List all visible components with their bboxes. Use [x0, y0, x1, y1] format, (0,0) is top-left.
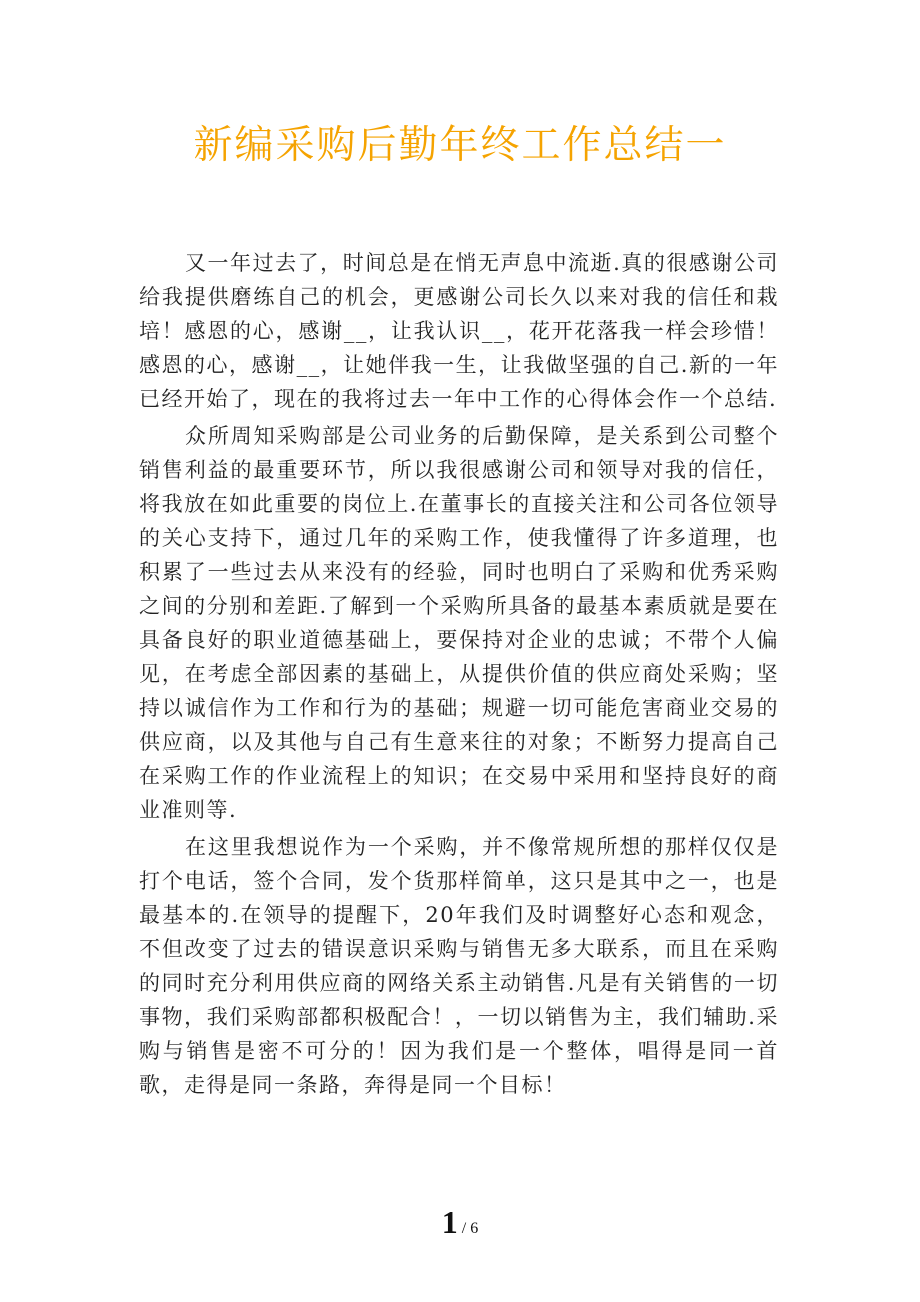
- document-body: [139, 246, 779, 1105]
- page-footer: [0, 1204, 920, 1241]
- page-total: 6: [470, 1220, 479, 1237]
- document-title: 新编采购后勤年终工作总结一: [193, 123, 727, 168]
- page-separator: /: [461, 1220, 467, 1237]
- page-number: 1: [441, 1204, 458, 1240]
- paragraph-3: 在这里我想说作为一个采购，并不像常规所想的那样仅仅是打个电话，签个合同，发个货那样简单，这只是其中之一，也是最基本的.在领导的提醒下，20年我们及时调整好心态和观念，不但改变了过去的错误意识采购与销售无多大联系，而且在采购的同时充分利用供应商的网络关系主动销售.凡是有关销售的一切事物，我们采购部都积极配合！，一切以销售为主，我们辅助.采购与销售是密不可分的！因为我们是一个整体，唱得是同一首歌，走得是同一条路，奔得是同一个目标！: [139, 835, 779, 1097]
- paragraph-2: 众所周知采购部是公司业务的后勤保障，是关系到公司整个销售利益的最重要环节，所以我很感谢公司和领导对我的信任，将我放在如此重要的岗位上.在董事长的直接关注和公司各位领导的关心支持下，通过几年的采购工作，使我懂得了许多道理，也积累了一些过去从来没有的经验，同时也明白了采购和优秀采购之间的分别和差距.了解到一个采购所具备的最基本素质就是要在具备良好的职业道德基础上，要保持对企业的忠诚；不带个人偏见，在考虑全部因素的基础上，从提供价值的供应商处采购；坚持以诚信作为工作和行为的基础；规避一切可能危害商业交易的供应商，以及其他与自己有生意来往的对象；不断努力提高自己在采购工作的作业流程上的知识；在交易中采用和坚持良好的商业准则等.: [139, 424, 779, 822]
- paragraph-1: 又一年过去了，时间总是在悄无声息中流逝.真的很感谢公司给我提供磨练自己的机会，更感谢公司长久以来对我的信任和栽培！感恩的心，感谢__，让我认识__，花开花落我一样会珍惜！感恩的心，感谢__，让她伴我一生，让我做坚强的自己.新的一年已经开始了，现在的我将过去一年中工作的心得体会作一个总结.: [139, 251, 779, 411]
